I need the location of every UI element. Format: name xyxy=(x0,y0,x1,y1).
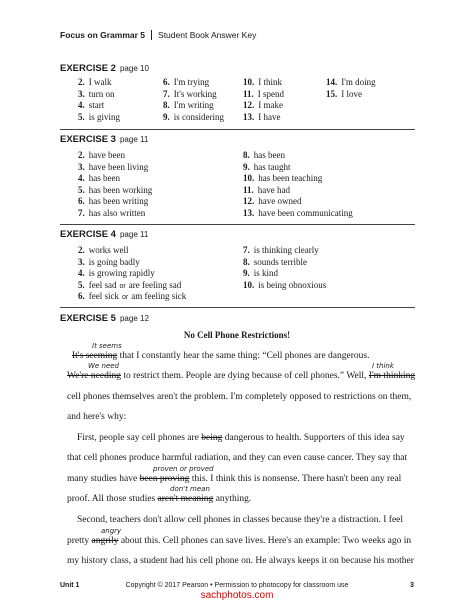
answer-item: 5. is giving xyxy=(78,111,121,122)
watermark: sachphotos.com xyxy=(200,590,274,601)
exercise-4-heading xyxy=(60,229,148,240)
page-number: 3 xyxy=(410,582,414,589)
handwritten-correction: It seems xyxy=(92,342,122,350)
answer-item: 3. have been living xyxy=(78,161,149,172)
exercise-title: EXERCISE 2 xyxy=(60,63,116,74)
answer-item: 2. works well xyxy=(78,245,129,255)
essay-line: that cell phones produce harmful radiation, and they can even cause cancer. They say that xyxy=(67,453,408,463)
section-divider xyxy=(60,224,415,225)
answer-item: 8. has been xyxy=(243,150,285,160)
answer-item: 4. start xyxy=(78,100,105,110)
essay-line: many studies have been proving this. I think this is nonsense. There hasn't been any real xyxy=(67,474,402,484)
page-header xyxy=(60,30,256,40)
answer-item: 8. I'm writing xyxy=(163,100,214,110)
exercise-3-heading xyxy=(60,134,148,145)
answer-item: 7. has also written xyxy=(78,207,146,218)
answer-item: 11. have had xyxy=(243,184,290,195)
answer-item: 13. have been communicating xyxy=(243,207,353,218)
answer-item: 10. is being obnoxious xyxy=(243,279,327,290)
footer-copyright: Copyright © 2017 Pearson • Permission to photocopy for classroom use xyxy=(125,582,349,589)
handwritten-correction: don't mean xyxy=(170,485,210,493)
answer-item: 7. It's working xyxy=(163,88,217,99)
section-divider xyxy=(60,129,415,130)
answer-item: 9. is considering xyxy=(163,111,224,122)
answer-item: 5. feel sad or are feeling sad xyxy=(78,279,182,290)
footer-unit: Unit 1 xyxy=(60,582,80,589)
exercise-title: EXERCISE 3 xyxy=(60,134,116,145)
handwritten-correction: proven or proved xyxy=(153,465,214,473)
answer-item: 13. I have xyxy=(243,111,281,122)
exercise-page: page 11 xyxy=(119,230,149,239)
essay-line: and here's why: xyxy=(67,412,127,422)
answer-item: 3. is going badly xyxy=(78,256,140,267)
essay-line: Second, teachers don't allow cell phones in classes because they're a distraction. I feel xyxy=(77,515,404,525)
answer-item: 9. has taught xyxy=(243,161,291,172)
handwritten-correction: We need xyxy=(88,362,119,370)
exercise-page: page 11 xyxy=(119,135,149,144)
exercise-title: EXERCISE 4 xyxy=(60,229,116,240)
answer-item: 11. I spend xyxy=(243,88,285,99)
essay-line: proof. All those studies aren't meaning anything. xyxy=(67,494,252,504)
answer-item: 2. have been xyxy=(78,150,125,160)
essay-line: cell phones themselves aren't the problem. I'm completely opposed to restrictions on them, xyxy=(67,392,412,402)
answer-item: 4. is growing rapidly xyxy=(78,268,155,278)
answer-item: 8. sounds terrible xyxy=(243,256,307,267)
exercise-page: page 10 xyxy=(119,64,149,73)
answer-item: 6. has been writing xyxy=(78,196,149,206)
exercise-page: page 12 xyxy=(119,314,149,323)
answer-item: 10. has been teaching xyxy=(243,173,323,183)
answer-item: 15. I love xyxy=(326,88,362,99)
exercise-title: EXERCISE 5 xyxy=(60,313,116,324)
exercise-5-heading xyxy=(60,313,149,324)
section-divider xyxy=(60,307,415,308)
answer-item: 12. have owned xyxy=(243,196,302,206)
answer-item: 14. I'm doing xyxy=(326,77,376,87)
answer-item: 2. I walk xyxy=(78,77,112,87)
header-divider xyxy=(151,30,152,40)
answer-item: 3. turn on xyxy=(78,88,115,99)
answer-item: 12. I make xyxy=(243,100,283,110)
handwritten-correction: angry xyxy=(101,527,122,535)
essay-line: We're needing to restrict them. People are dying because of cell phones.” Well, I'm thinking xyxy=(67,371,416,381)
essay-line: pretty angrily about this. Cell phones can save lives. Here's an example: Two weeks ago in xyxy=(67,536,412,546)
answer-item: 10. I think xyxy=(243,77,282,87)
answer-item: 4. has been xyxy=(78,173,120,183)
essay-title: No Cell Phone Restrictions! xyxy=(183,330,291,340)
answer-item: 7. is thinking clearly xyxy=(243,245,319,255)
answer-item: 5. has been working xyxy=(78,184,153,195)
answer-item: 6. feel sick or am feeling sick xyxy=(78,291,187,301)
essay-line: It's seeming that I constantly hear the same thing: “Cell phones are dangerous. xyxy=(72,351,370,361)
header-subtitle: Student Book Answer Key xyxy=(158,30,257,40)
exercise-2-heading xyxy=(60,63,149,74)
essay-line: my history class, a student had his cell phone on. He always keeps it on because his mother xyxy=(67,556,414,566)
book-title: Focus on Grammar 5 xyxy=(60,30,146,40)
handwritten-correction: I think xyxy=(372,362,394,370)
answer-item: 9. is kind xyxy=(243,268,279,278)
essay-line: First, people say cell phones are being dangerous to health. Supporters of this idea say xyxy=(77,433,405,443)
answer-item: 6. I'm trying xyxy=(163,77,210,87)
